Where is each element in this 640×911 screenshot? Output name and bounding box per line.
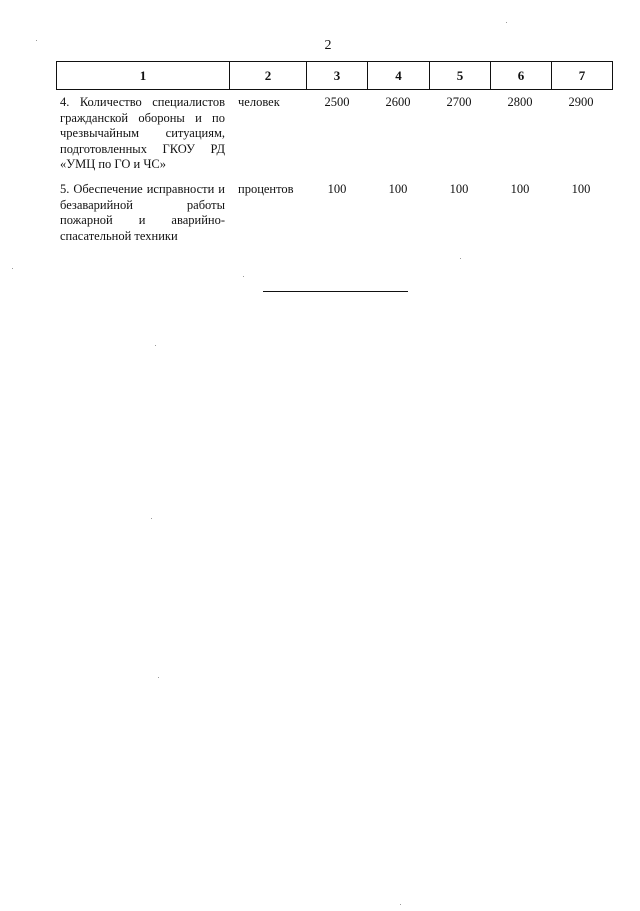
- scan-speck: [12, 268, 13, 269]
- page-number: 2: [324, 38, 332, 53]
- scan-speck: [243, 276, 244, 277]
- indicator-unit: процентов: [238, 182, 294, 196]
- indicator-value: 100: [449, 182, 469, 196]
- scan-speck: [400, 904, 401, 905]
- indicator-value: 2900: [568, 95, 594, 109]
- indicator-name: 5. Обеспечение исправности и безаварийной работы пожарной и аварийно-спасательной техники: [60, 182, 225, 243]
- indicator-value: 100: [510, 182, 530, 196]
- scan-speck: [151, 518, 152, 519]
- indicator-unit: человек: [238, 95, 280, 109]
- column-header-5: 5: [430, 62, 491, 90]
- scan-speck: [36, 40, 37, 41]
- column-header-3: 3: [307, 62, 368, 90]
- column-header-2: 2: [230, 62, 307, 90]
- indicator-value: 100: [388, 182, 408, 196]
- scan-speck: [158, 677, 159, 678]
- table-header: [56, 61, 613, 90]
- column-header-6: 6: [491, 62, 552, 90]
- closing-rule: [263, 291, 408, 292]
- scan-speck: [460, 258, 461, 259]
- indicator-name: 4. Количество специалистов гражданской обороны и по чрезвычайным ситуациям, подготовленных ГКОУ РД «УМЦ по ГО и ЧС»: [60, 95, 225, 171]
- indicator-value: 2800: [507, 95, 533, 109]
- indicator-value: 2700: [446, 95, 472, 109]
- indicator-value: 2600: [385, 95, 411, 109]
- column-header-4: 4: [368, 62, 430, 90]
- indicator-value: 100: [571, 182, 591, 196]
- indicator-value: 2500: [324, 95, 350, 109]
- column-header-1: 1: [57, 62, 230, 90]
- column-header-7: 7: [552, 62, 613, 90]
- scan-speck: [506, 22, 507, 23]
- indicator-value: 100: [327, 182, 347, 196]
- header-row: [57, 62, 613, 90]
- scan-speck: [155, 345, 156, 346]
